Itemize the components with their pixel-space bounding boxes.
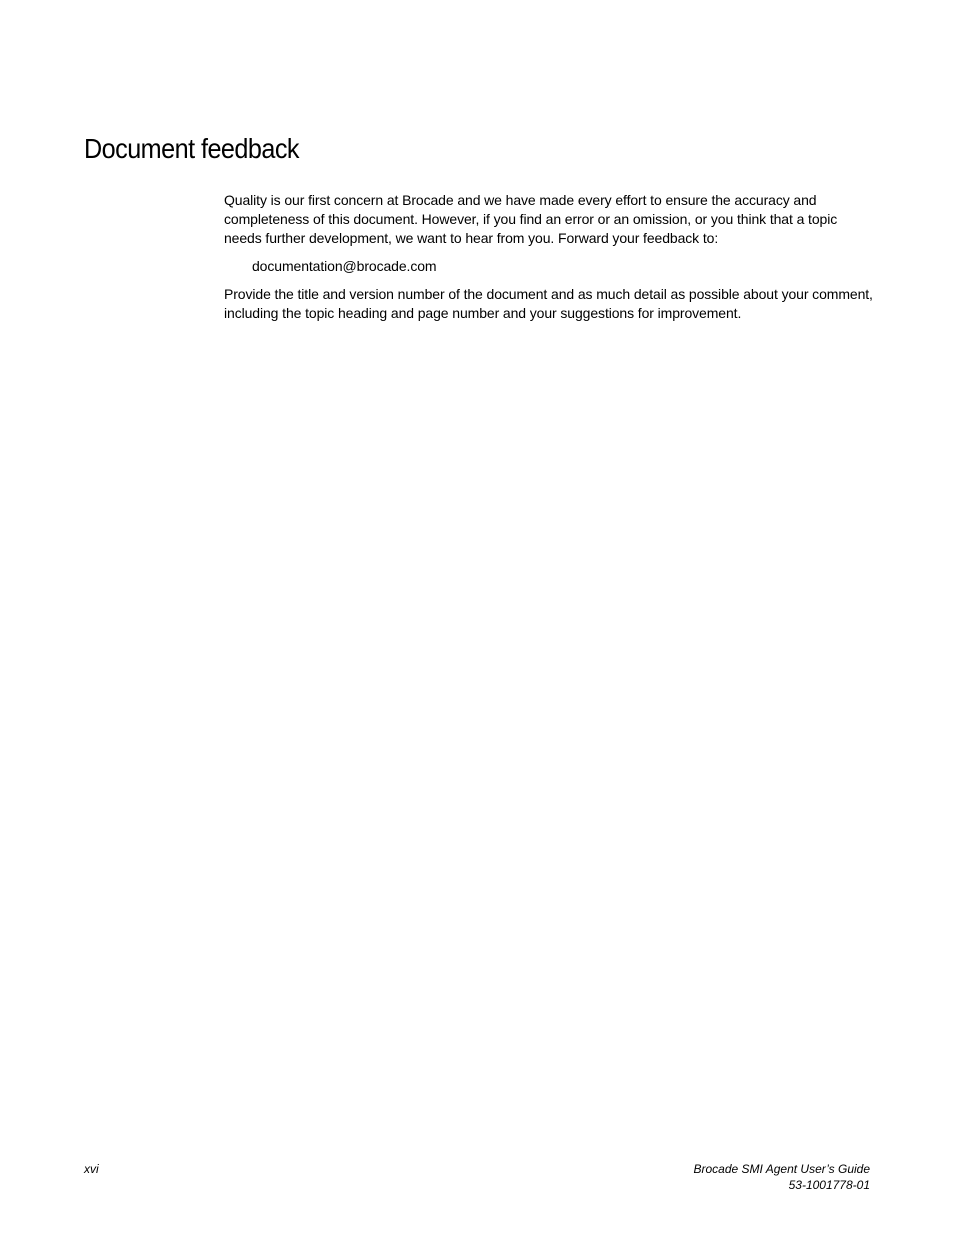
feedback-email: documentation@brocade.com xyxy=(252,258,437,274)
intro-paragraph: Quality is our first concern at Brocade and we have made every effort to ensure the accuracy and completeness of this document. However, if you find an error or an omission, or you think that a topic needs further development, we want to hear from you. Forward your feedback to: xyxy=(224,192,838,246)
footer-doc-info xyxy=(693,1161,870,1193)
footer-doc-number: 53-1001778-01 xyxy=(788,1178,870,1192)
details-paragraph: Provide the title and version number of the document and as much detail as possible about your comment, including the topic heading and page number and your suggestions for improvement. xyxy=(224,286,873,321)
footer-guide-title: Brocade SMI Agent User’s Guide xyxy=(693,1162,870,1176)
footer-page-number: xvi xyxy=(84,1162,99,1176)
page-title: Document feedback xyxy=(84,133,299,164)
